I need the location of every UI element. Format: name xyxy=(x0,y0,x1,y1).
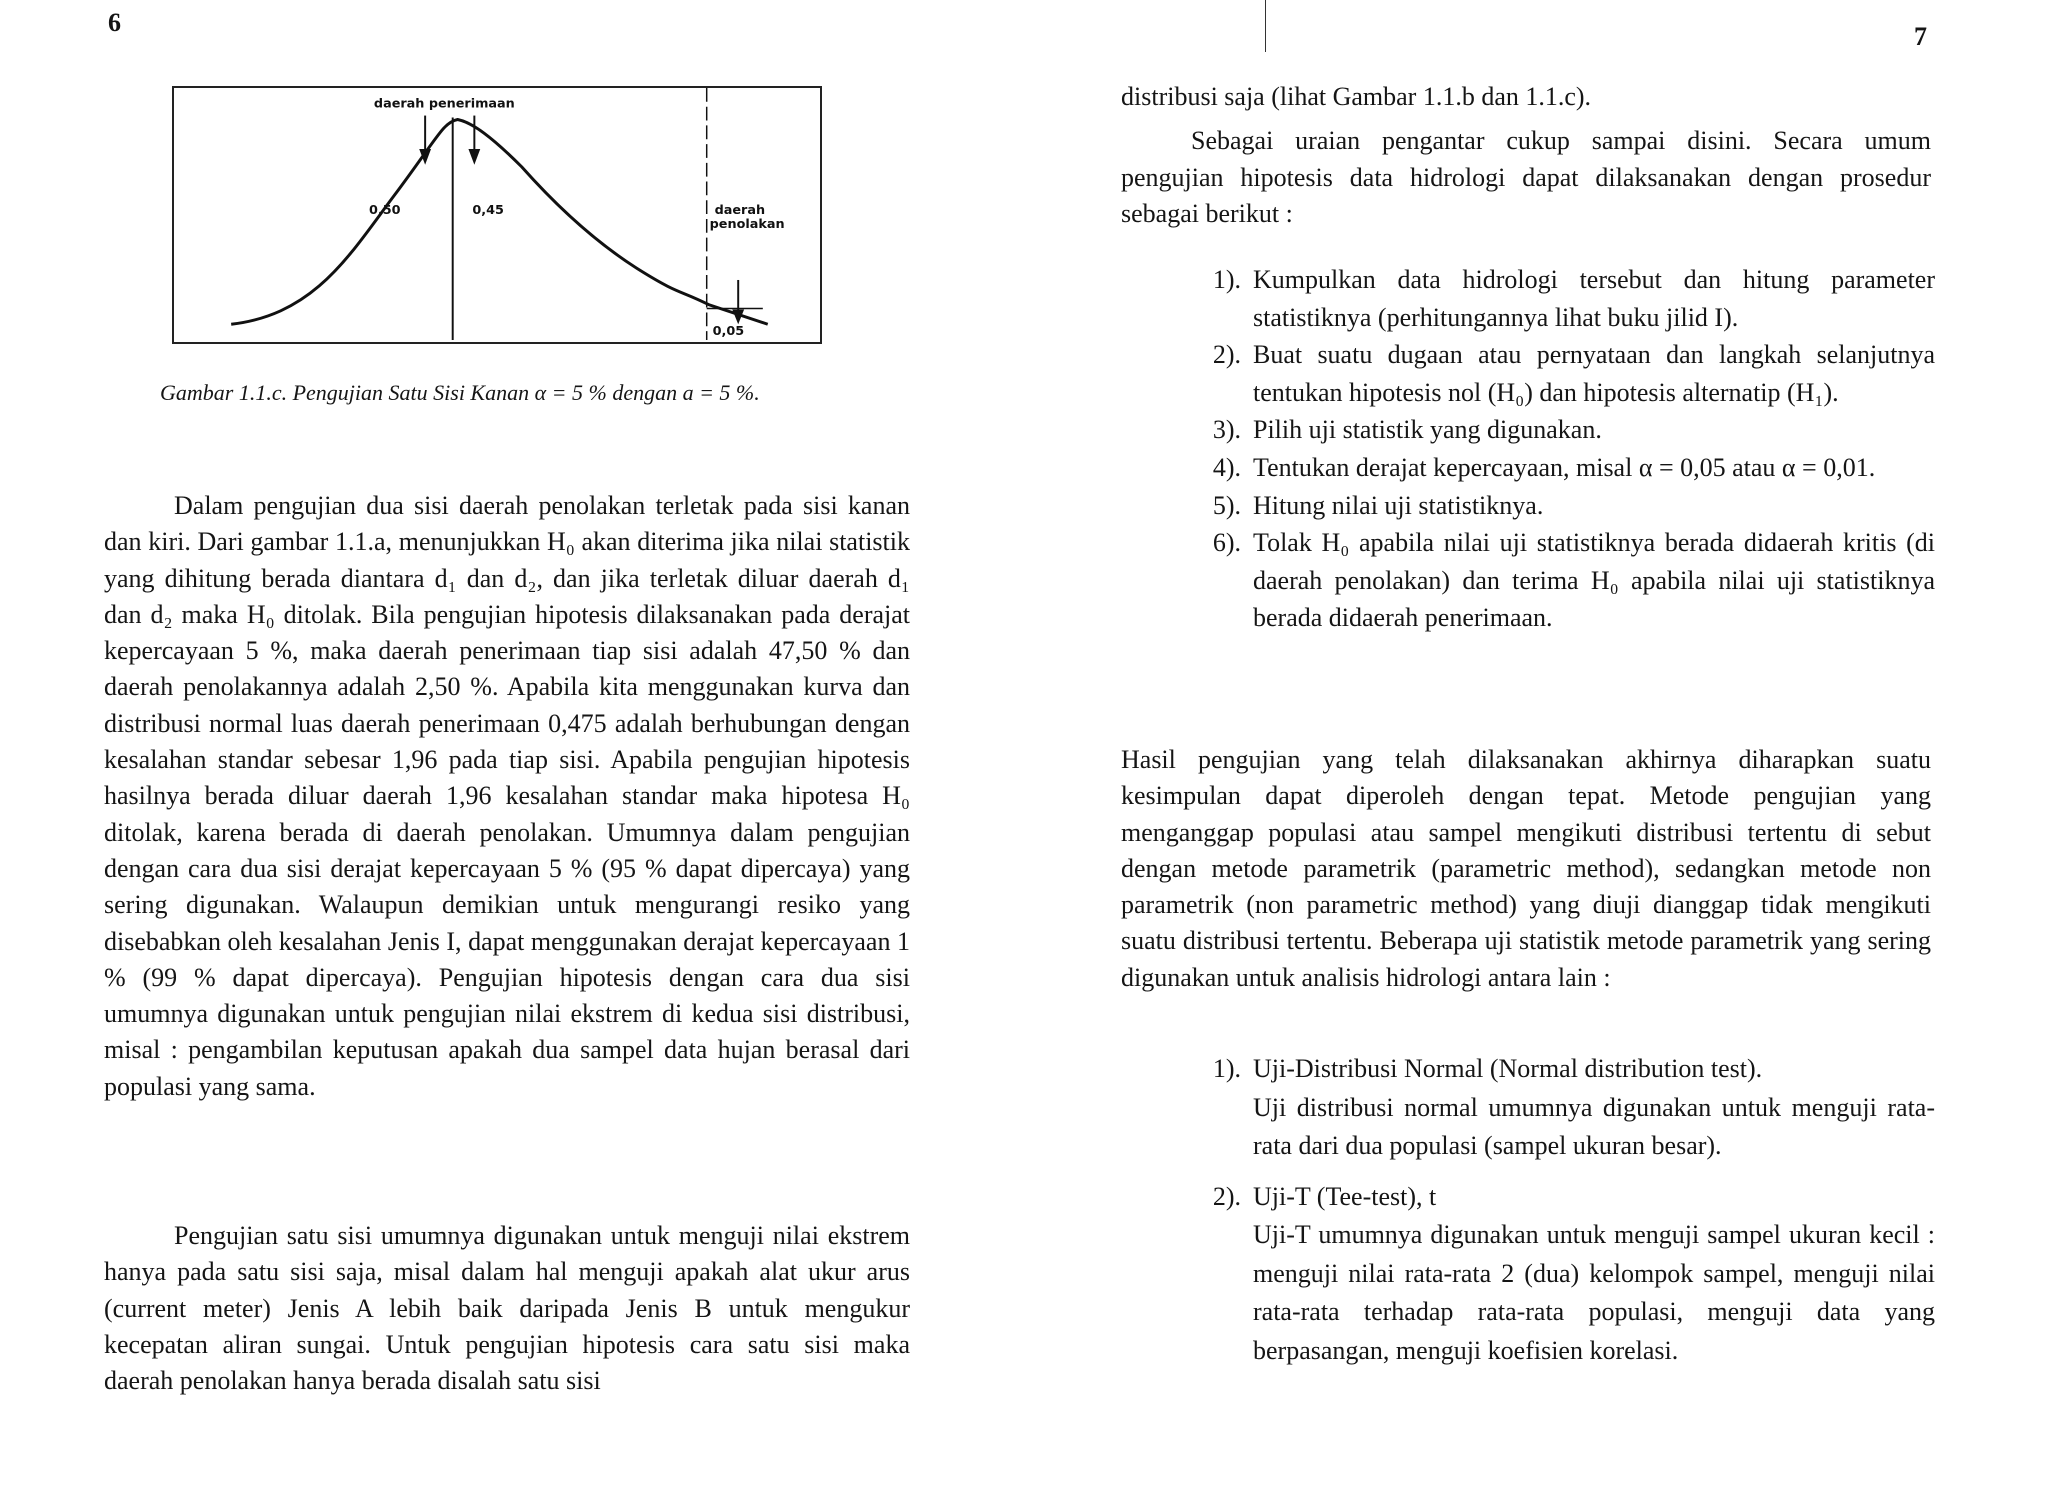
rejection-label-1: daerah xyxy=(714,203,766,219)
step-number: 1). xyxy=(1212,265,1241,294)
page-gutter-divider xyxy=(1265,0,1266,52)
parametric-tests-list xyxy=(1195,1050,1935,1370)
normal-curve-svg xyxy=(174,88,820,342)
paragraph-two-sided: Dalam pengujian dua sisi daerah penolakan terletak pada sisi kanan dan kiri. Dari gambar 1.1.a, menunjukkan H₀ akan diterima jika nilai statistik yang dihitung berada diantara d₁ dan d₂, dan jika terletak diluar daerah d₁ dan d₂ maka H₀ ditolak. Bila pengujian hipotesis dilaksanakan pada derajat kepercayaan 5 %, maka daerah penerimaan tiap sisi adalah 47,50 % dan daerah penolakannya adalah 2,50 %. Apabila kita menggunakan kurva dan distribusi normal luas daerah penerimaan 0,475 adalah berhubungan dengan kesalahan standar sebesar 1,96 pada tiap sisi. Apabila pengujian hipotesis hasilnya berada diluar daerah 1,96 kesalahan standar maka hipotesa H₀ ditolak, karena berada di daerah penolakan. Umumnya dalam pengujian dengan cara dua sisi derajat kepercayaan 5 % (95 % dapat dipercaya) yang sering digunakan. Walaupun demikian untuk mengurangi resiko yang disebabkan oleh kesalahan Jenis I, dapat menggunakan derajat kepercayaan 1 % (99 % dapat dipercaya). Pengujian hipotesis dengan cara dua sisi umumnya digunakan untuk pengujian nilai ekstrem di kedua sisi distribusi, misal : pengambilan keputusan apakah dua sampel data hujan berasal dari populasi yang sama. xyxy=(104,491,910,1101)
list-item xyxy=(1195,411,1935,449)
arrow-right-head xyxy=(468,149,480,165)
acceptance-region-label: daerah penerimaan xyxy=(373,96,515,112)
test-title: Uji-Distribusi Normal (Normal distribution test). xyxy=(1253,1054,1763,1083)
value-left: 0,50 xyxy=(369,203,401,219)
right-paragraph-results xyxy=(1121,742,1931,996)
list-item xyxy=(1195,449,1935,487)
test-description: Uji distribusi normal umumnya digunakan untuk menguji rata-rata dari dua populasi (sampel ukuran besar). xyxy=(1253,1092,1935,1160)
list-item xyxy=(1195,1050,1935,1166)
left-paragraph-2 xyxy=(104,1218,910,1399)
step-text: Tolak H₀ apabila nilai uji statistiknya berada didaerah kritis (di daerah penolakan) dan terima H₀ apabila nilai uji statistiknya berada didaerah penerimaan. xyxy=(1253,528,1935,633)
rejection-label-2: penolakan xyxy=(709,216,785,232)
step-number: 6). xyxy=(1212,528,1241,558)
step-text: Hitung nilai uji statistiknya. xyxy=(1253,490,1544,520)
paragraph-one-sided: Pengujian satu sisi umumnya digunakan untuk menguji nilai ekstrem hanya pada satu sisi saja, misal dalam hal menguji apakah alat ukur arus (current meter) Jenis A lebih baik daripada Jenis B untuk mengukur kecepatan aliran sungai. Untuk pengujian hipotesis cara satu sisi maka daerah penolakan hanya berada disalah satu sisi xyxy=(104,1221,910,1396)
right-top-block xyxy=(1121,79,1931,232)
step-text: Kumpulkan data hidrologi tersebut dan hitung parameter statistiknya (perhitungannya lihat buku jilid I). xyxy=(1253,265,1935,332)
step-text: Pilih uji statistik yang digunakan. xyxy=(1253,415,1602,445)
procedure-intro: Sebagai uraian pengantar cukup sampai disini. Secara umum pengujian hipotesis data hidrologi dapat dilaksanakan dengan prosedur sebagai berikut : xyxy=(1121,126,1931,228)
left-page-number: 6 xyxy=(108,8,121,37)
test-number: 2). xyxy=(1212,1181,1241,1211)
list-item xyxy=(1195,487,1935,525)
paragraph-parametric-methods: Hasil pengujian yang telah dilaksanakan akhirnya diharapkan suatu kesimpulan dapat diperoleh dengan tepat. Metode pengujian yang menganggap populasi atau sampel mengikuti distribusi tertentu di sebut dengan metode parametrik (parametric method), sedangkan metode non parametrik (non parametric method) yang diuji dianggap tidak mengikuti suatu distribusi tertentu. Beberapa uji statistik metode parametrik yang sering digunakan untuk analisis hidrologi antara lain : xyxy=(1121,745,1931,992)
step-number: 4). xyxy=(1212,452,1241,482)
step-number: 2). xyxy=(1212,340,1241,370)
figure-caption: Gambar 1.1.c. Pengujian Satu Sisi Kanan α = 5 % dengan a = 5 %. xyxy=(160,380,760,405)
left-paragraph-1 xyxy=(104,488,910,1105)
list-item xyxy=(1195,261,1935,336)
step-number: 3). xyxy=(1212,415,1241,445)
step-text: Tentukan derajat kepercayaan, misal α = 0,05 atau α = 0,01. xyxy=(1253,452,1876,482)
test-description: Uji-T umumnya digunakan untuk menguji sampel ukuran kecil : menguji nilai rata-rata 2 (dua) kelompok sampel, menguji nilai rata-rata terhadap rata-rata populasi, menguji data yang berpasangan, menguji koefisien korelasi. xyxy=(1253,1220,1935,1365)
list-item xyxy=(1195,336,1935,411)
test-number: 1). xyxy=(1212,1054,1241,1083)
test-title: Uji-T (Tee-test), t xyxy=(1253,1181,1437,1211)
value-tail: 0,05 xyxy=(712,324,745,340)
value-mid: 0,45 xyxy=(472,203,504,219)
continuation-line: distribusi saja (lihat Gambar 1.1.b dan 1.1.c). xyxy=(1121,82,1592,111)
list-item xyxy=(1195,1178,1935,1371)
step-text: Buat suatu dugaan atau pernyataan dan langkah selanjutnya tentukan hipotesis nol (H₀) dan hipotesis alternatip (H₁). xyxy=(1253,340,1935,407)
normal-curve xyxy=(231,120,768,325)
right-page-number: 7 xyxy=(1914,22,1927,51)
normal-curve-figure xyxy=(172,86,822,344)
list-item xyxy=(1195,524,1935,637)
step-number: 5). xyxy=(1212,490,1241,520)
procedure-steps-list xyxy=(1195,261,1935,637)
